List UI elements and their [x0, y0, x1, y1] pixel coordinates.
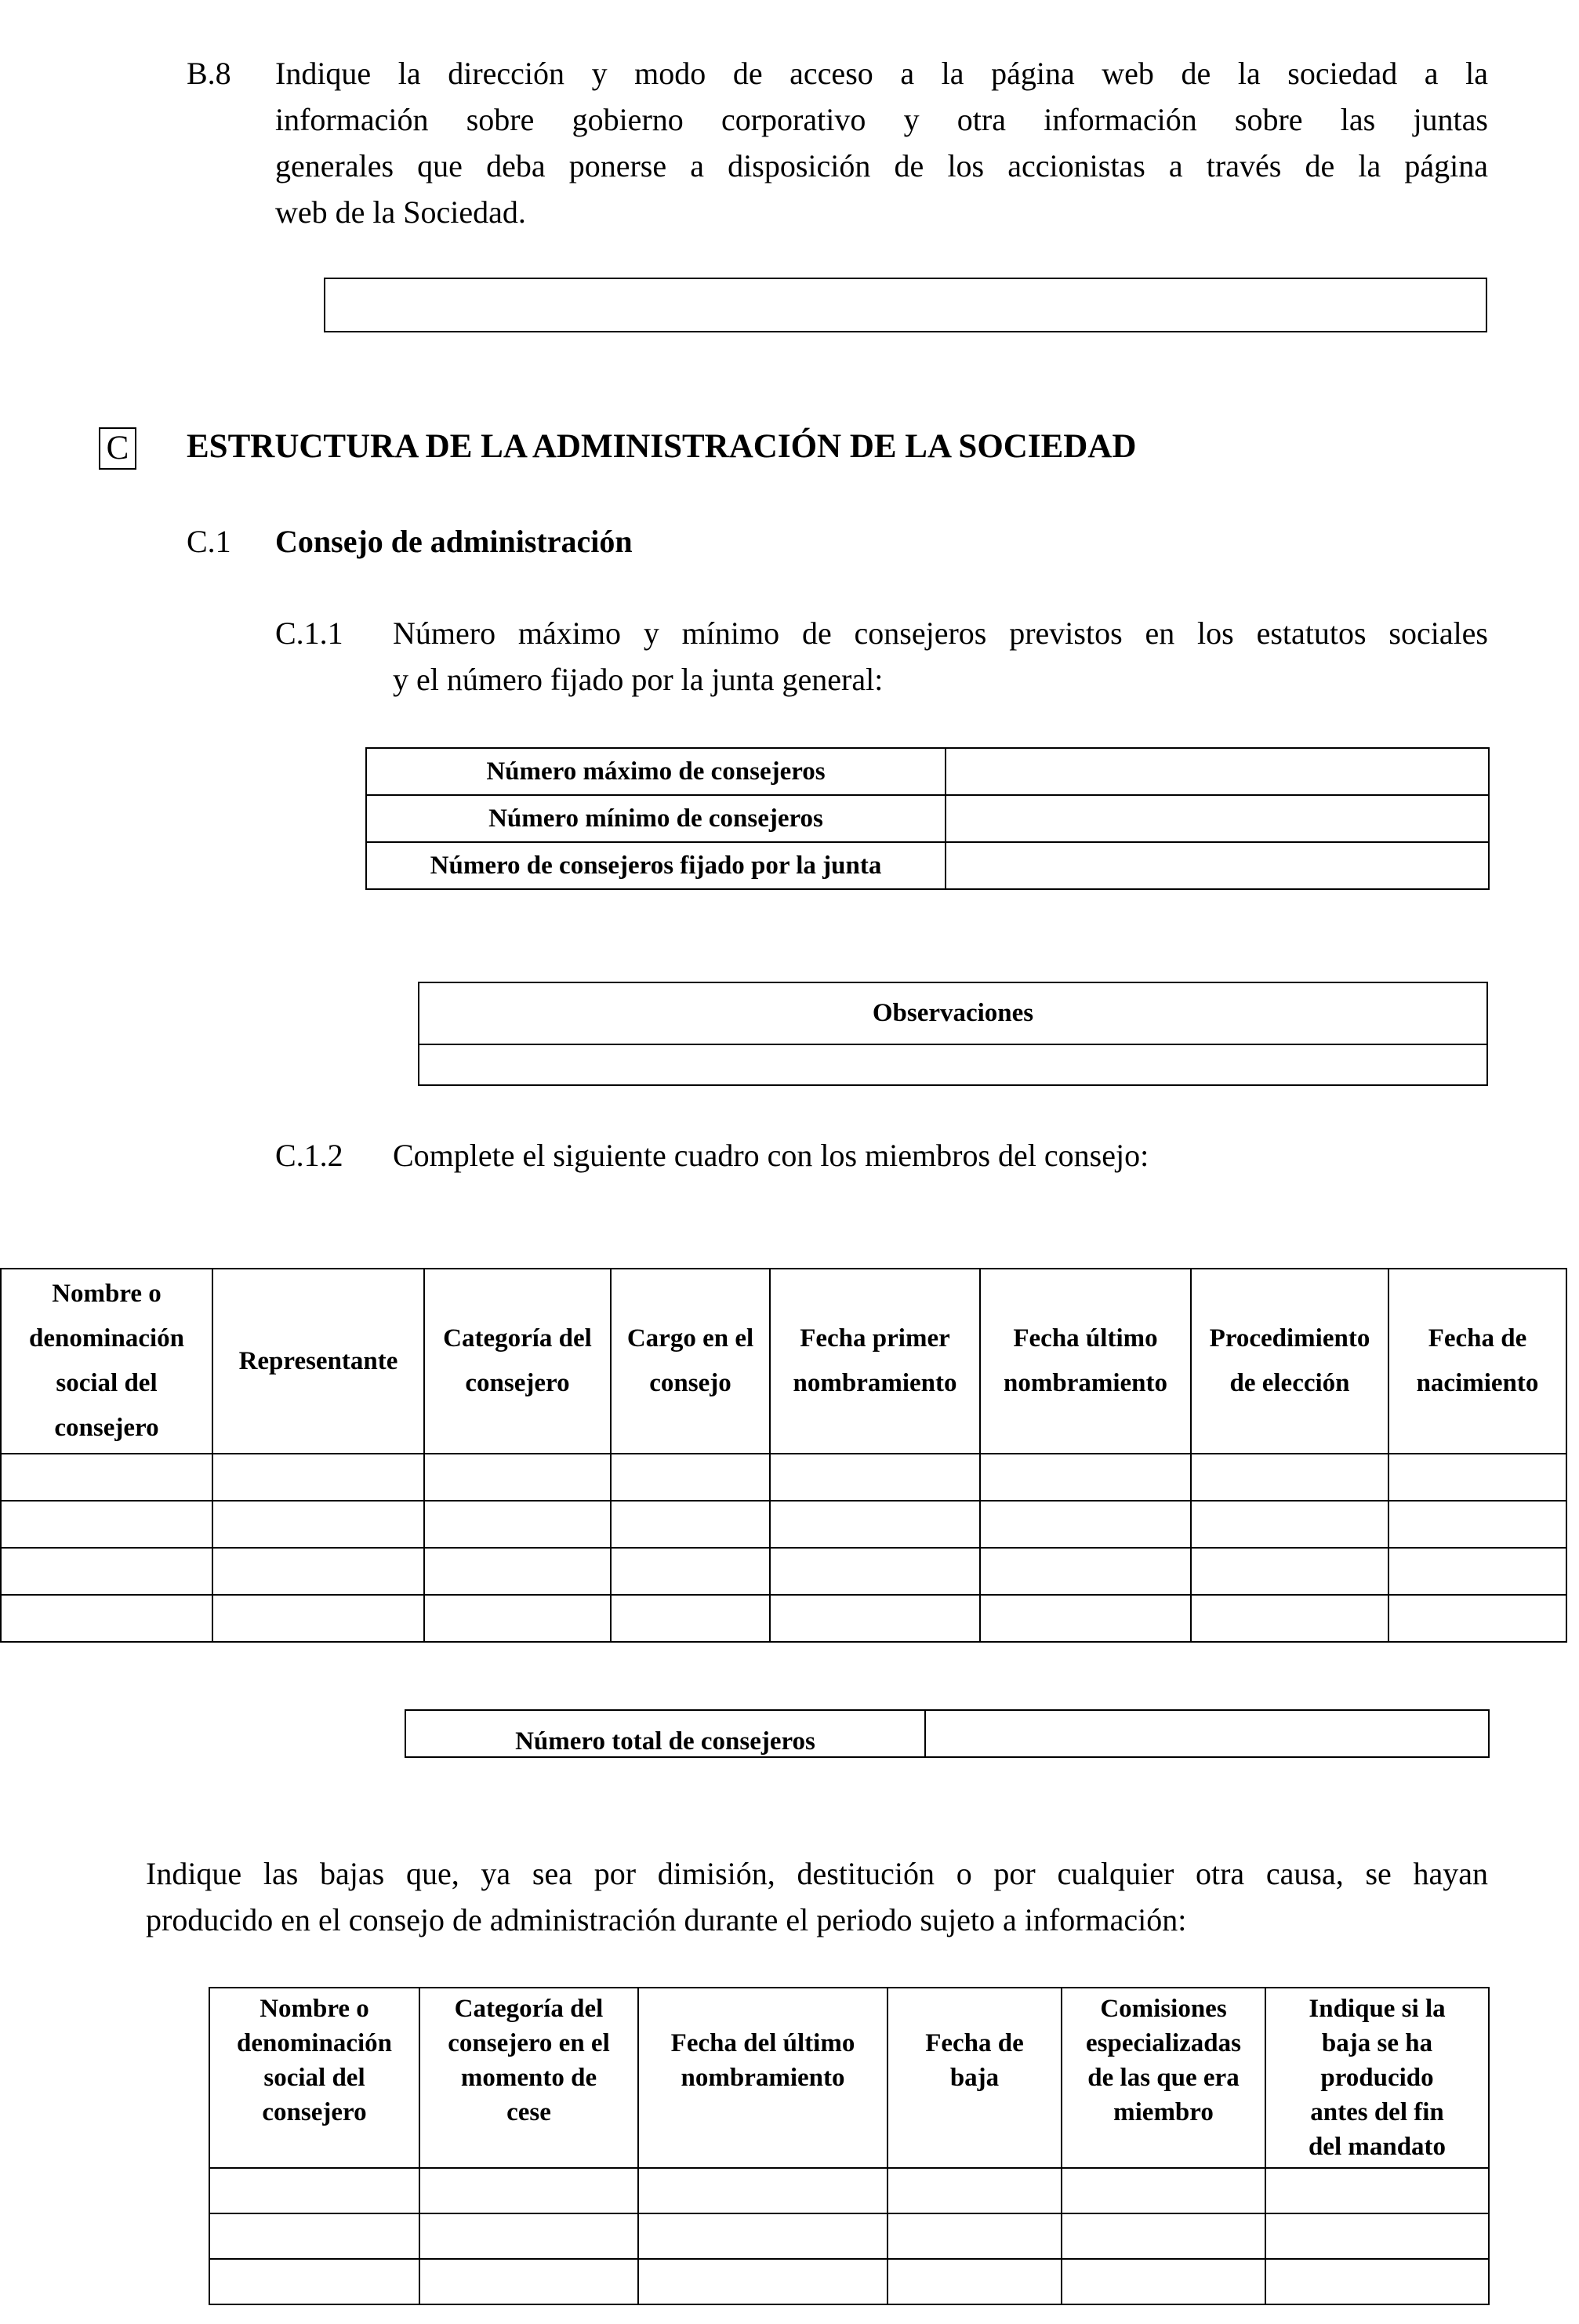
- table-cell[interactable]: [770, 1501, 980, 1548]
- c11-row-junta-value[interactable]: [946, 842, 1489, 889]
- members-col-fecha-primer: Fecha primer nombramiento: [770, 1269, 980, 1454]
- members-col-procedimiento: Procedimiento de elección: [1191, 1269, 1388, 1454]
- table-cell[interactable]: [1388, 1595, 1566, 1642]
- table-cell[interactable]: [611, 1454, 770, 1501]
- table-cell[interactable]: [1191, 1548, 1388, 1595]
- c11-row-min-label: Número mínimo de consejeros: [366, 795, 946, 842]
- table-cell[interactable]: [1, 1454, 212, 1501]
- section-c-letter-box: [99, 427, 136, 470]
- c12-number: C.1.2: [275, 1138, 343, 1173]
- b8-line-2: información sobre gobierno corporativo y otra información sobre las juntas: [275, 102, 1488, 137]
- table-cell[interactable]: [770, 1454, 980, 1501]
- bajas-col-fecha-ultimo: Fecha del último nombramiento: [638, 1988, 888, 2168]
- table-cell[interactable]: [419, 2259, 638, 2304]
- table-cell[interactable]: [424, 1548, 611, 1595]
- bajas-line-2: producido en el consejo de administración durante el periodo sujeto a información:: [146, 1902, 1187, 1937]
- table-row: [1, 1595, 1566, 1642]
- table-cell[interactable]: [209, 2168, 419, 2213]
- table-cell[interactable]: [888, 2259, 1062, 2304]
- table-cell[interactable]: [1, 1595, 212, 1642]
- table-cell[interactable]: [424, 1454, 611, 1501]
- table-row: [209, 2168, 1489, 2213]
- table-cell[interactable]: [980, 1454, 1191, 1501]
- c11-counts-table: [365, 747, 1490, 890]
- table-cell[interactable]: [980, 1595, 1191, 1642]
- bajas-line-1: Indique las bajas que, ya sea por dimisión, destitución o por cualquier otra causa, se hayan: [146, 1856, 1488, 1891]
- table-cell[interactable]: [1191, 1595, 1388, 1642]
- table-cell[interactable]: [419, 2168, 638, 2213]
- c11-question: [393, 610, 1488, 703]
- c1-title: Consejo de administración: [275, 524, 633, 559]
- section-c-title: ESTRUCTURA DE LA ADMINISTRACIÓN DE LA SOCIEDAD: [187, 428, 1137, 465]
- table-cell[interactable]: [980, 1501, 1191, 1548]
- table-cell[interactable]: [1, 1501, 212, 1548]
- c11-row-min-value[interactable]: [946, 795, 1489, 842]
- table-cell[interactable]: [209, 2213, 419, 2259]
- b8-line-1: Indique la dirección y modo de acceso a la página web de la sociedad a la: [275, 56, 1488, 91]
- b8-answer-field[interactable]: [324, 278, 1487, 332]
- table-cell[interactable]: [638, 2213, 888, 2259]
- table-cell[interactable]: [888, 2168, 1062, 2213]
- c12-text: Complete el siguiente cuadro con los miembros del consejo:: [393, 1138, 1149, 1173]
- table-row: [1, 1501, 1566, 1548]
- c11-row-max-label: Número máximo de consejeros: [366, 748, 946, 795]
- total-consejeros-label: Número total de consejeros: [405, 1710, 925, 1757]
- table-cell[interactable]: [419, 2213, 638, 2259]
- bajas-col-fecha-baja: Fecha de baja: [888, 1988, 1062, 2168]
- table-cell[interactable]: [209, 2259, 419, 2304]
- table-cell[interactable]: [1191, 1454, 1388, 1501]
- observaciones-field[interactable]: [419, 1044, 1487, 1085]
- table-cell[interactable]: [770, 1595, 980, 1642]
- table-row: [209, 2259, 1489, 2304]
- table-cell[interactable]: [1062, 2168, 1265, 2213]
- members-col-nacimiento: Fecha de nacimiento: [1388, 1269, 1566, 1454]
- table-cell[interactable]: [1388, 1548, 1566, 1595]
- b8-line-4: web de la Sociedad.: [275, 194, 526, 230]
- table-cell[interactable]: [980, 1548, 1191, 1595]
- table-cell[interactable]: [638, 2259, 888, 2304]
- table-cell[interactable]: [611, 1501, 770, 1548]
- table-row: [1, 1454, 1566, 1501]
- section-c-letter: C: [106, 430, 129, 467]
- table-row: [209, 2213, 1489, 2259]
- table-cell[interactable]: [638, 2168, 888, 2213]
- table-cell[interactable]: [212, 1595, 424, 1642]
- table-cell[interactable]: [1265, 2168, 1489, 2213]
- members-col-representante: Representante: [212, 1269, 424, 1454]
- table-cell[interactable]: [212, 1548, 424, 1595]
- members-table: [0, 1268, 1567, 1643]
- observaciones-table: [418, 982, 1488, 1086]
- table-cell[interactable]: [611, 1548, 770, 1595]
- table-cell[interactable]: [424, 1595, 611, 1642]
- table-cell[interactable]: [1265, 2213, 1489, 2259]
- table-cell[interactable]: [212, 1454, 424, 1501]
- table-cell[interactable]: [1388, 1454, 1566, 1501]
- c11-line-1: Número máximo y mínimo de consejeros previstos en los estatutos sociales: [393, 615, 1488, 651]
- table-cell[interactable]: [424, 1501, 611, 1548]
- table-cell[interactable]: [888, 2213, 1062, 2259]
- table-cell[interactable]: [1, 1548, 212, 1595]
- members-col-cargo: Cargo en el consejo: [611, 1269, 770, 1454]
- table-cell[interactable]: [1062, 2213, 1265, 2259]
- members-col-categoria: Categoría del consejero: [424, 1269, 611, 1454]
- table-row: [1, 1548, 1566, 1595]
- b8-question: [275, 50, 1488, 235]
- observaciones-header: Observaciones: [419, 982, 1487, 1044]
- table-cell[interactable]: [611, 1595, 770, 1642]
- total-consejeros-table: [405, 1709, 1490, 1758]
- bajas-col-categoria: Categoría del consejero en el momento de cese: [419, 1988, 638, 2168]
- b8-line-3: generales que deba ponerse a disposición de los accionistas a través de la página: [275, 148, 1488, 183]
- bajas-header-row: [209, 1988, 1489, 2168]
- members-col-fecha-ultimo: Fecha último nombramiento: [980, 1269, 1191, 1454]
- table-cell[interactable]: [212, 1501, 424, 1548]
- members-header-row: [1, 1269, 1566, 1454]
- bajas-col-comisiones: Comisiones especializadas de las que era miembro: [1062, 1988, 1265, 2168]
- c11-number: C.1.1: [275, 615, 343, 651]
- table-cell[interactable]: [1265, 2259, 1489, 2304]
- table-cell[interactable]: [1191, 1501, 1388, 1548]
- members-col-nombre: Nombre o denominación social del consejero: [1, 1269, 212, 1454]
- bajas-col-antes-fin: Indique si la baja se ha producido antes del fin del mandato: [1265, 1988, 1489, 2168]
- bajas-col-nombre: Nombre o denominación social del consejero: [209, 1988, 419, 2168]
- b8-number: B.8: [187, 56, 231, 91]
- table-cell[interactable]: [1062, 2259, 1265, 2304]
- c1-number: C.1: [187, 524, 231, 559]
- c11-row-junta-label: Número de consejeros fijado por la junta: [366, 842, 946, 889]
- table-cell[interactable]: [1388, 1501, 1566, 1548]
- bajas-table: [209, 1987, 1490, 2305]
- bajas-question: [146, 1850, 1488, 1943]
- table-cell[interactable]: [770, 1548, 980, 1595]
- c11-line-2: y el número fijado por la junta general:: [393, 662, 884, 697]
- total-consejeros-value[interactable]: [925, 1710, 1489, 1757]
- c11-row-max-value[interactable]: [946, 748, 1489, 795]
